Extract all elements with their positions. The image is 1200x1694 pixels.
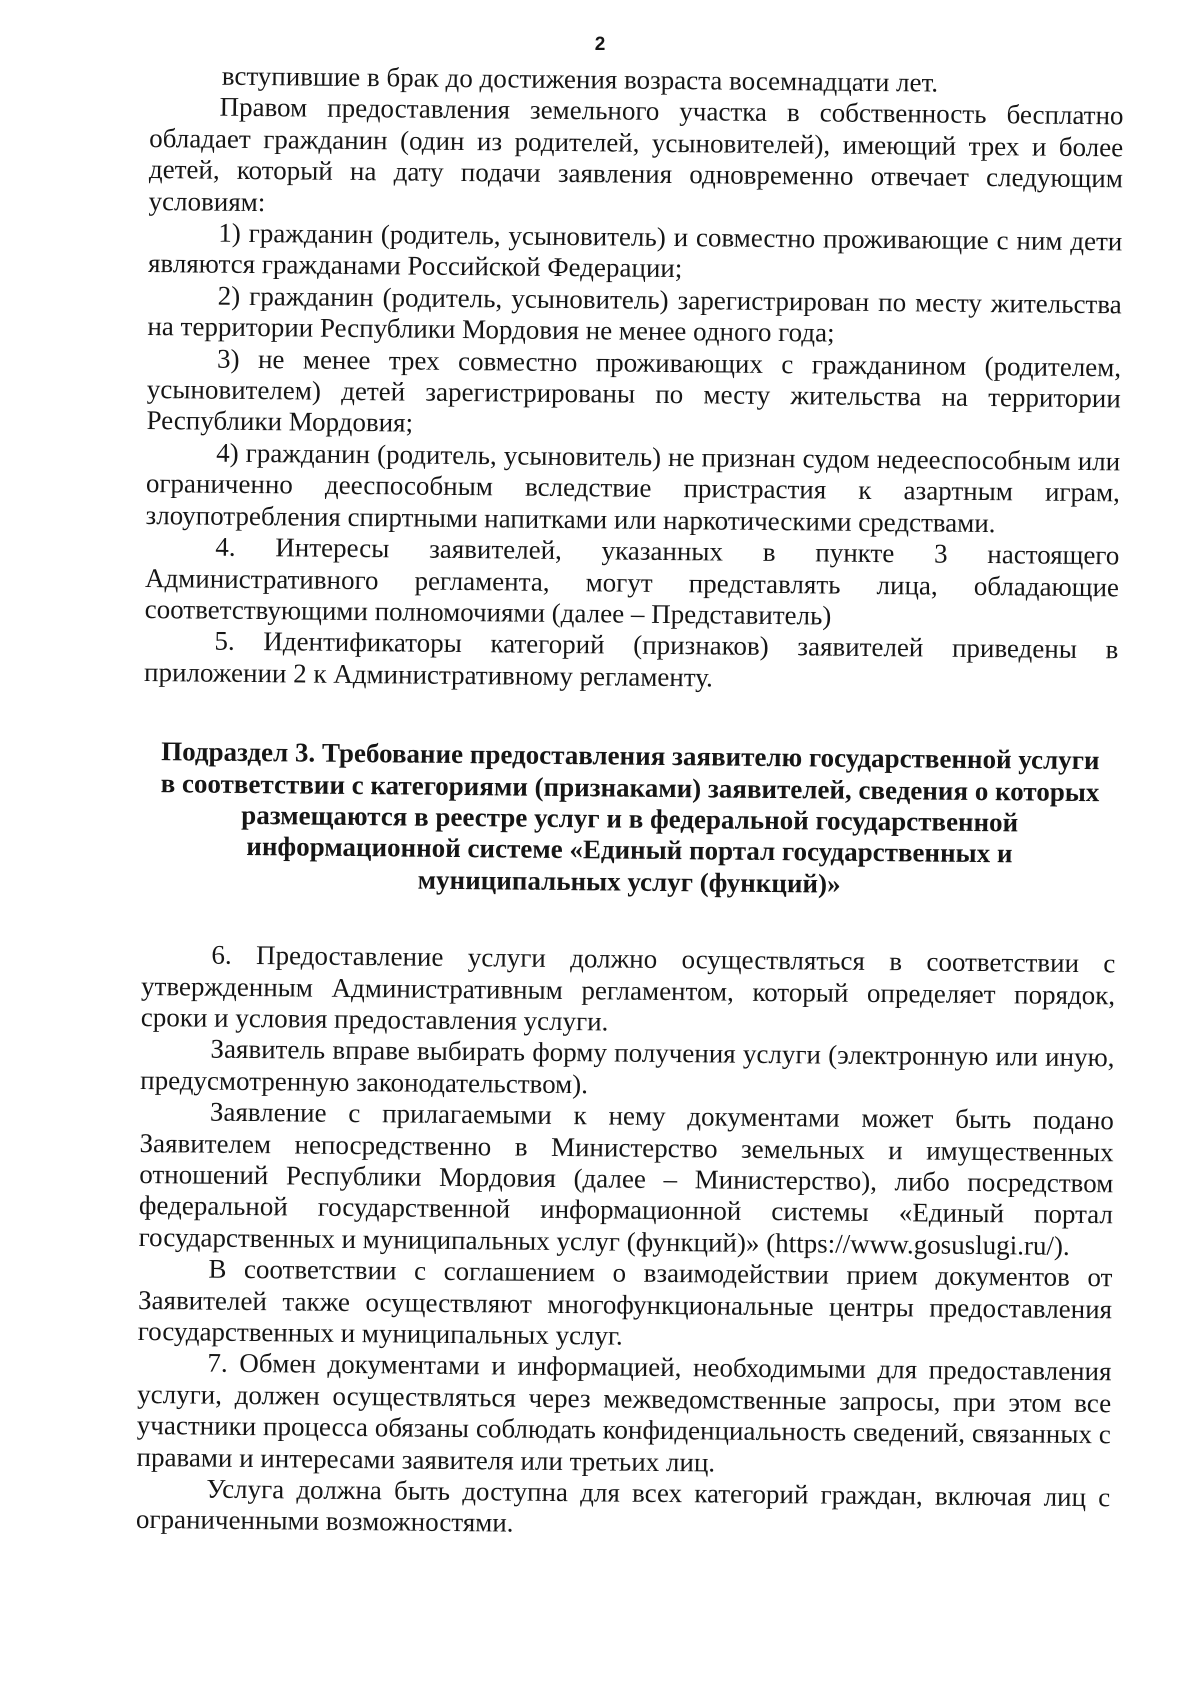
condition-item-4: 4) гражданин (родитель, усыновитель) не признан судом недееспособным или ограниченно дееспособным вследствие пристрастия к азартным играм, злоупотребления спиртными напитками или наркотическими средствами.	[145, 437, 1121, 538]
condition-item-1: 1) гражданин (родитель, усыновитель) и совместно проживающие с ним дети являются гражданами Российской Федерации;	[147, 217, 1123, 284]
condition-item-2: 2) гражданин (родитель, усыновитель) зарегистрирован по месту жительства на территории Республики Мордовия не менее одного года;	[147, 280, 1122, 348]
clause-6: 6. Предоставление услуги должно осуществляться в соответствии с утвержденным Административным регламентом, который определяет порядок, сроки и условия предоставления услуги.	[140, 939, 1116, 1037]
paragraph-continuation: вступившие в брак до достижения возраста восемнадцати лет.	[221, 60, 939, 98]
paragraph-mfc: В соответствии с соглашением о взаимодействии прием документов от Заявителей также осуществляют многофункциональные центры предоставления государственных и муниципальных услуг.	[137, 1253, 1113, 1351]
paragraph-application-submission: Заявление с прилагаемыми к нему документами может быть подано Заявителем непосредственно в Министерство земельных и имущественных отношений Республики Мордовия (далее – Министерство), либо посредством федеральной государственной информационной системы «Единый портал государственных и муниципальных услуг (функций)» (https://www.gosuslugi.ru/).	[138, 1096, 1115, 1261]
paragraph-eligibility-intro: Правом предоставления земельного участка в собственность бесплатно обладает гражданин (один из родителей, усыновителей), имеющий трех и более детей, который на дату подачи заявления одновременно отвечает следующим условиям:	[148, 92, 1124, 217]
clause-4: 4. Интересы заявителей, указанных в пункте 3 настоящего Административного регламента, могут представлять лица, обладающие соответствующими полномочиями (далее – Представитель)	[144, 531, 1120, 631]
document-body	[136, 60, 1124, 1545]
paragraph-form-choice: Заявитель вправе выбирать форму получения услуги (электронную или иную, предусмотренную законодательством).	[140, 1034, 1115, 1100]
clause-7: 7. Обмен документами и информацией, необходимыми для предоставления услуги, должен осуществляться через межведомственные запросы, при этом все участники процесса обязаны соблюдать конфиденциальность сведений, связанных с правами и интересами заявителя или третьих лиц.	[136, 1348, 1112, 1478]
page-number: 2	[594, 34, 606, 55]
paragraph-accessibility: Услуга должна быть доступна для всех категорий граждан, включая лиц с ограниченными возможностями.	[135, 1473, 1111, 1539]
subsection-title: Подраздел 3. Требование предоставления заявителю государственной услуги в соответствии с категориями (признаками) заявителей, сведения о которых размещаются в реестре услуг и в федеральной государственной информационной системе «Единый портал государственных и муниципальных услуг (функций)»	[160, 736, 1100, 899]
condition-item-3: 3) не менее трех совместно проживающих с гражданином (родителем, усыновителем) детей зарегистрированы по месту жительства на территории Республики Мордовия;	[146, 343, 1122, 439]
clause-5: 5. Идентификаторы категорий (признаков) заявителей приведены в приложении 2 к Административному регламенту.	[143, 625, 1119, 693]
